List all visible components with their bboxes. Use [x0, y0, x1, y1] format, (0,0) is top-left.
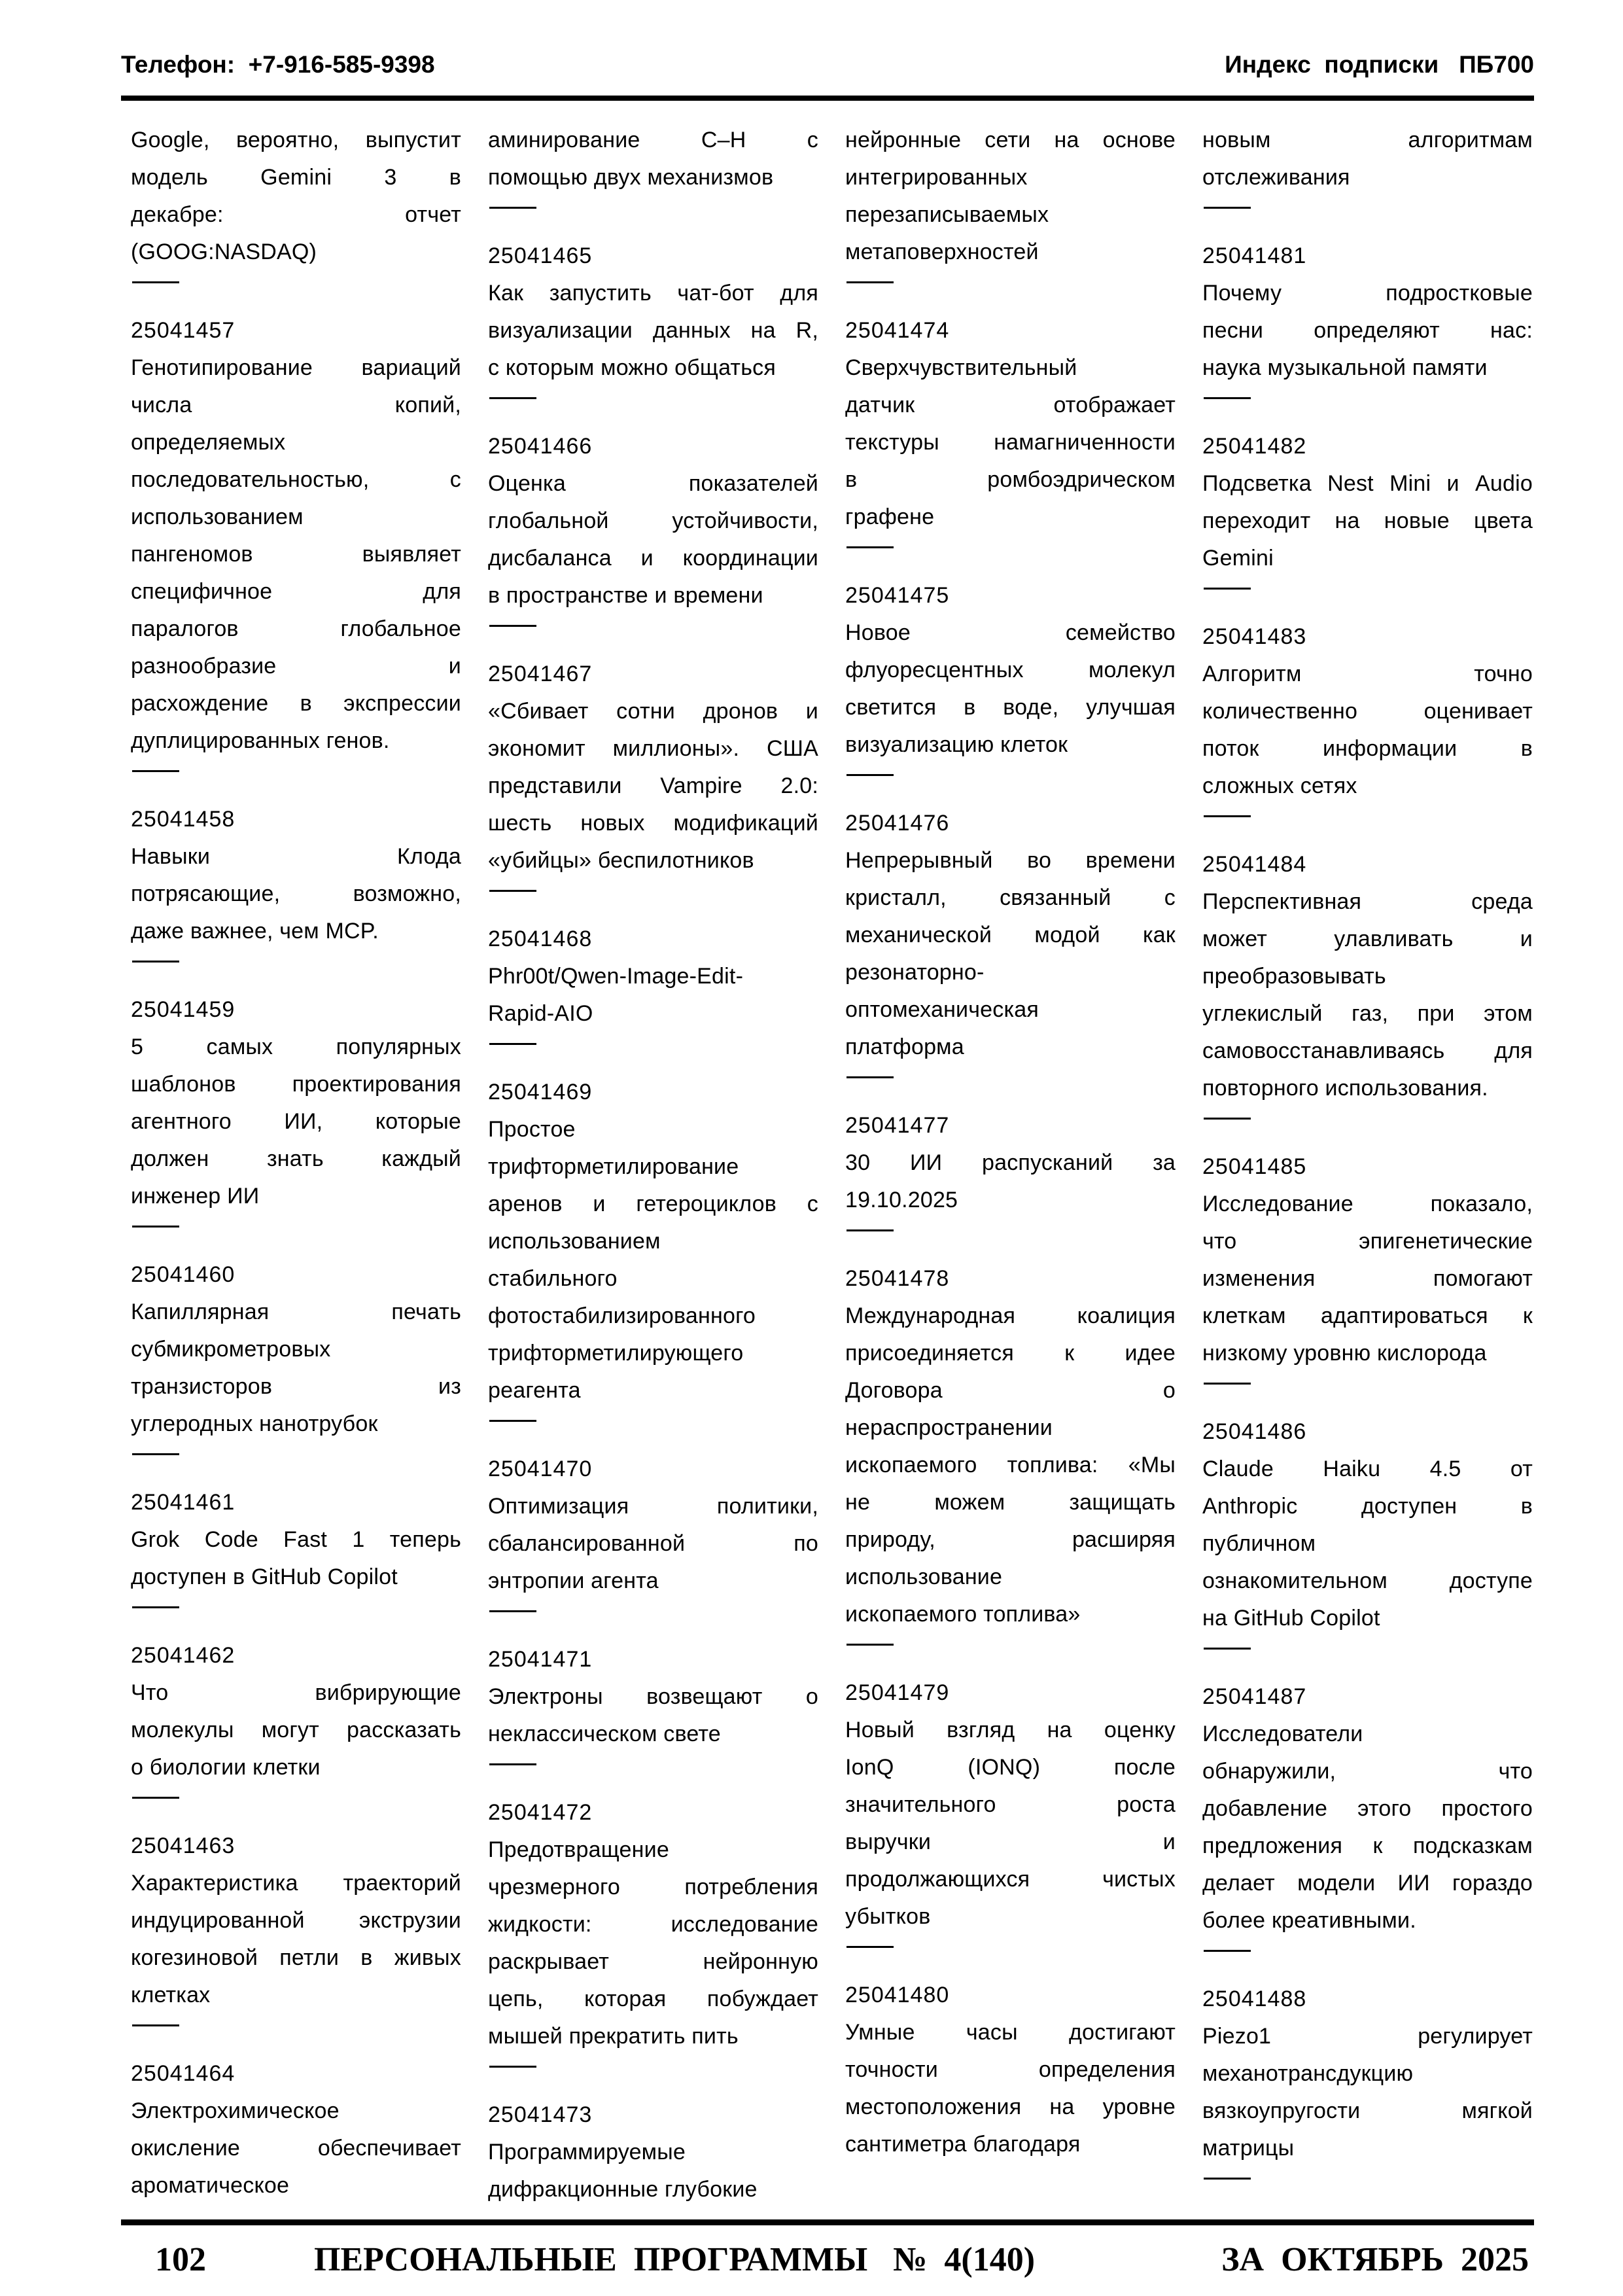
entry-text-line: транзисторов из	[131, 1374, 461, 1399]
entry-id: 25041488	[1202, 1987, 1307, 2011]
entry-text-line: метаповерхностей	[845, 239, 1039, 264]
entry-text-line: визуализацию клеток	[845, 732, 1068, 757]
header-rule	[121, 96, 1534, 101]
entry-separator-dash	[1204, 588, 1251, 590]
entry-id: 25041478	[845, 1266, 950, 1291]
entry-text-line: резонаторно-	[845, 960, 985, 985]
entry-id: 25041462	[131, 1643, 236, 1668]
entry-text-line: публичном	[1202, 1531, 1316, 1556]
entry-text-line: «убийцы» беспилотников	[488, 848, 754, 873]
entry-text-line: раскрывает нейронную	[488, 1949, 818, 1974]
entry-text-line: сбалансированной по	[488, 1531, 818, 1556]
footer-journal-title: ПЕРСОНАЛЬНЫЕ ПРОГРАММЫ № 4(140)	[314, 2241, 1036, 2278]
entry-id: 25041466	[488, 434, 593, 459]
entry-id: 25041479	[845, 1680, 950, 1705]
entry-separator-dash	[1204, 1648, 1251, 1650]
entry-id: 25041474	[845, 318, 950, 343]
entry-separator-dash	[1204, 1950, 1251, 1952]
entry-text-line: графене	[845, 504, 935, 529]
entry-id: 25041465	[488, 243, 593, 268]
entry-text-line: добавление этого простого	[1202, 1796, 1533, 1821]
footer-period: ЗА ОКТЯБРЬ 2025	[1221, 2241, 1529, 2278]
entry-text-line: Gemini	[1202, 546, 1274, 571]
entry-text-line: может улавливать и	[1202, 927, 1533, 951]
entry-text-line: перезаписываемых	[845, 202, 1049, 227]
entry-text-line: Сверхчувствительный	[845, 355, 1077, 380]
entry-text-line: платформа	[845, 1034, 964, 1059]
entry-separator-dash	[132, 281, 179, 283]
entry-id: 25041457	[131, 318, 236, 343]
entry-text-line: Оптимизация политики,	[488, 1494, 818, 1519]
entry-text-line: изменения помогают	[1202, 1266, 1533, 1291]
entry-text-line: флуоресцентных молекул	[845, 658, 1176, 682]
entry-separator-dash	[846, 774, 894, 776]
entry-separator-dash	[846, 1076, 894, 1078]
entry-text-line: паралогов глобальное	[131, 616, 461, 641]
entry-id: 25041477	[845, 1113, 950, 1138]
entry-text-line: энтропии агента	[488, 1568, 659, 1593]
entry-id: 25041467	[488, 662, 593, 686]
entry-text-line: Характеристика траекторий	[131, 1871, 461, 1896]
entry-text-line: неклассическом свете	[488, 1722, 721, 1746]
entry-id: 25041460	[131, 1262, 236, 1287]
entry-id: 25041458	[131, 807, 236, 832]
entry-text-line: Rapid-AIO	[488, 1001, 593, 1026]
entry-text-line: Капиллярная печать	[131, 1299, 461, 1324]
entry-separator-dash	[132, 1606, 179, 1608]
entry-text-line: определяемых	[131, 430, 286, 455]
header-subscription-index: Индекс подписки ПБ700	[1225, 51, 1534, 78]
entry-text-line: Исследователи	[1202, 1722, 1363, 1746]
entry-id: 25041463	[131, 1833, 236, 1858]
entry-text-line: Программируемые	[488, 2140, 686, 2164]
entry-separator-dash	[1204, 397, 1251, 399]
entry-text-line: повторного использования.	[1202, 1076, 1488, 1101]
footer-page-number: 102	[155, 2241, 206, 2278]
entry-text-line: стабильного	[488, 1266, 618, 1291]
entry-separator-dash	[489, 2066, 536, 2068]
entry-text-line: клеткам адаптироваться к	[1202, 1303, 1533, 1328]
entry-text-line: местоположения на уровне	[845, 2094, 1176, 2119]
entry-separator-dash	[846, 1644, 894, 1646]
entry-text-line: не можем защищать	[845, 1490, 1176, 1515]
entry-text-line: Что вибрирующие	[131, 1680, 461, 1705]
entry-separator-dash	[132, 770, 179, 772]
entry-text-line: оптомеханическая	[845, 997, 1039, 1022]
entry-text-line: (GOOG:NASDAQ)	[131, 239, 317, 264]
entry-text-line: продолжающихся чистых	[845, 1867, 1176, 1892]
entry-text-line: помощью двух механизмов	[488, 165, 774, 190]
entry-separator-dash	[846, 281, 894, 283]
entry-text-line: углекислый газ, при этом	[1202, 1001, 1533, 1026]
entry-text-line: субмикрометровых	[131, 1337, 331, 1362]
entry-text-line: индуцированной экструзии	[131, 1908, 461, 1933]
entry-id: 25041469	[488, 1080, 593, 1104]
column-1	[131, 122, 461, 2208]
entry-text-line: более креативными.	[1202, 1908, 1416, 1933]
entry-text-line: агентного ИИ, которые	[131, 1109, 461, 1134]
entry-text-line: Почему подростковые	[1202, 281, 1533, 306]
entry-text-line: использованием	[488, 1229, 661, 1254]
entry-text-line: Предотвращение	[488, 1837, 669, 1862]
entry-separator-dash	[846, 1946, 894, 1948]
entry-text-line: ископаемого топлива»	[845, 1602, 1081, 1627]
entry-id: 25041483	[1202, 624, 1307, 649]
entry-separator-dash	[132, 1797, 179, 1799]
entry-text-line: 30 ИИ распусканий за	[845, 1150, 1176, 1175]
entry-separator-dash	[489, 207, 536, 209]
entry-text-line: Исследование показало,	[1202, 1192, 1533, 1216]
entry-text-line: Phr00t/Qwen-Image-Edit-	[488, 964, 744, 989]
entry-text-line: новым алгоритмам	[1202, 128, 1533, 152]
entry-id: 25041482	[1202, 434, 1307, 459]
entry-text-line: шесть новых модификаций	[488, 811, 818, 836]
entry-id: 25041485	[1202, 1154, 1307, 1179]
entry-text-line: Электроны возвещают о	[488, 1684, 818, 1709]
entry-text-line: в ромбоэдрическом	[845, 467, 1176, 492]
entry-id: 25041461	[131, 1490, 236, 1515]
entry-separator-dash	[1204, 2178, 1251, 2180]
entry-text-line: Международная коалиция	[845, 1303, 1176, 1328]
entry-text-line: аренов и гетероциклов с	[488, 1192, 818, 1216]
entry-text-line: ароматическое	[131, 2173, 290, 2198]
entry-separator-dash	[132, 1453, 179, 1455]
entry-text-line: матрицы	[1202, 2136, 1295, 2161]
entry-separator-dash	[1204, 207, 1251, 209]
entry-text-line: реагента	[488, 1378, 581, 1403]
column-3	[845, 122, 1176, 2208]
entry-id: 25041475	[845, 583, 950, 608]
entry-text-line: Новый взгляд на оценку	[845, 1718, 1176, 1742]
entry-separator-dash	[1204, 815, 1251, 817]
entry-text-line: отслеживания	[1202, 165, 1350, 190]
entry-text-line: ископаемого топлива: «Мы	[845, 1453, 1176, 1477]
entry-text-line: преобразовывать	[1202, 964, 1386, 989]
entry-text-line: Генотипирование вариаций	[131, 355, 461, 380]
entry-text-line: присоединяется к идее	[845, 1341, 1176, 1366]
entry-text-line: Grok Code Fast 1 теперь	[131, 1527, 461, 1552]
entry-text-line: трифторметилирующего	[488, 1341, 744, 1366]
entry-separator-dash	[846, 546, 894, 548]
entry-text-line: самовосстанавливаясь для	[1202, 1038, 1533, 1063]
columns	[131, 122, 1535, 2208]
entry-text-line: Новое семейство	[845, 620, 1176, 645]
entry-text-line: чрезмерного потребления	[488, 1875, 818, 1899]
entry-separator-dash	[132, 2024, 179, 2026]
entry-id: 25041481	[1202, 243, 1307, 268]
entry-text-line: инженер ИИ	[131, 1184, 260, 1209]
entry-text-line: 19.10.2025	[845, 1188, 958, 1212]
column-2	[488, 122, 818, 2208]
entry-text-line: нейронные сети на основе	[845, 128, 1176, 152]
entry-separator-dash	[489, 1043, 536, 1045]
entry-text-line: кристалл, связанный с	[845, 885, 1176, 910]
entry-text-line: Навыки Клода	[131, 844, 461, 869]
entry-id: 25041470	[488, 1457, 593, 1481]
entry-text-line: должен знать каждый	[131, 1146, 461, 1171]
entry-text-line: низкому уровню кислорода	[1202, 1341, 1487, 1366]
entry-text-line: расхождение в экспрессии	[131, 691, 461, 716]
entry-text-line: делает модели ИИ гораздо	[1202, 1871, 1533, 1896]
entry-id: 25041487	[1202, 1684, 1307, 1709]
entry-text-line: глобальной устойчивости,	[488, 508, 818, 533]
entry-text-line: Алгоритм точно	[1202, 662, 1533, 686]
entry-id: 25041471	[488, 1647, 593, 1672]
entry-text-line: поток информации в	[1202, 736, 1533, 761]
entry-text-line: жидкости: исследование	[488, 1912, 818, 1937]
entry-text-line: датчик отображает	[845, 393, 1176, 417]
entry-text-line: значительного роста	[845, 1792, 1176, 1817]
entry-separator-dash	[1204, 1118, 1251, 1120]
entry-text-line: Как запустить чат-бот для	[488, 281, 818, 306]
entry-text-line: «Сбивает сотни дронов и	[488, 699, 818, 724]
entry-text-line: сантиметра благодаря	[845, 2132, 1081, 2157]
entry-separator-dash	[132, 1226, 179, 1227]
entry-text-line: вязкоупругости мягкой	[1202, 2098, 1533, 2123]
entry-text-line: молекулы могут рассказать	[131, 1718, 461, 1742]
entry-text-line: Договора о	[845, 1378, 1176, 1403]
entry-text-line: Google, вероятно, выпустит	[131, 128, 461, 152]
entry-text-line: дисбаланса и координации	[488, 546, 818, 571]
entry-text-line: потрясающие, возможно,	[131, 881, 461, 906]
entry-text-line: IonQ (IONQ) после	[845, 1755, 1176, 1780]
entry-separator-dash	[489, 890, 536, 892]
entry-text-line: точности определения	[845, 2057, 1176, 2082]
entry-separator-dash	[489, 625, 536, 627]
entry-id: 25041484	[1202, 852, 1307, 877]
entry-text-line: наука музыкальной памяти	[1202, 355, 1488, 380]
entry-text-line: пангеномов выявляет	[131, 542, 461, 567]
column-4	[1202, 122, 1533, 2208]
entry-text-line: модель Gemini 3 в	[131, 165, 461, 190]
entry-text-line: песни определяют нас:	[1202, 318, 1533, 343]
entry-id: 25041464	[131, 2061, 236, 2086]
entry-text-line: окисление обеспечивает	[131, 2136, 461, 2161]
entry-text-line: специфичное для	[131, 579, 461, 604]
entry-text-line: текстуры намагниченности	[845, 430, 1176, 455]
entry-text-line: трифторметилирование	[488, 1154, 739, 1179]
entry-text-line: механической модой как	[845, 923, 1176, 947]
entry-text-line: Claude Haiku 4.5 от	[1202, 1457, 1533, 1481]
entry-separator-dash	[846, 1229, 894, 1231]
entry-separator-dash	[489, 1610, 536, 1612]
entry-separator-dash	[489, 1420, 536, 1422]
entry-id: 25041459	[131, 997, 236, 1022]
entry-text-line: шаблонов проектирования	[131, 1072, 461, 1097]
entry-separator-dash	[489, 397, 536, 399]
entry-separator-dash	[1204, 1383, 1251, 1385]
entry-id: 25041473	[488, 2102, 593, 2127]
entry-text-line: природу, расширяя	[845, 1527, 1176, 1552]
entry-text-line: механотрансдукцию	[1202, 2061, 1414, 2086]
entry-text-line: клетках	[131, 1983, 211, 2007]
entry-text-line: Электрохимическое	[131, 2098, 340, 2123]
entry-text-line: представили Vampire 2.0:	[488, 773, 818, 798]
entry-text-line: о биологии клетки	[131, 1755, 321, 1780]
entry-id: 25041472	[488, 1800, 593, 1825]
entry-text-line: Оценка показателей	[488, 471, 818, 496]
entry-text-line: использованием	[131, 504, 304, 529]
entry-text-line: количественно оценивает	[1202, 699, 1533, 724]
entry-text-line: фотостабилизированного	[488, 1303, 756, 1328]
entry-text-line: нераспространении	[845, 1415, 1053, 1440]
header-phone: Телефон: +7-916-585-9398	[121, 51, 435, 78]
entry-text-line: Piezo1 регулирует	[1202, 2024, 1533, 2049]
entry-text-line: ознакомительном доступе	[1202, 1568, 1533, 1593]
entry-text-line: что эпигенетические	[1202, 1229, 1533, 1254]
entry-text-line: Умные часы достигают	[845, 2020, 1176, 2045]
entry-text-line: экономит миллионы». США	[488, 736, 818, 761]
entry-text-line: на GitHub Copilot	[1202, 1606, 1380, 1631]
entry-text-line: выручки и	[845, 1829, 1176, 1854]
entry-text-line: переходит на новые цвета	[1202, 508, 1533, 533]
entry-text-line: интегрированных	[845, 165, 1028, 190]
entry-separator-dash	[489, 1763, 536, 1765]
entry-text-line: дифракционные глубокие	[488, 2177, 758, 2202]
entry-id: 25041486	[1202, 1419, 1307, 1444]
page-footer	[121, 2240, 1534, 2279]
entry-text-line: когезиновой петли в живых	[131, 1945, 461, 1970]
entry-text-line: разнообразие и	[131, 654, 461, 679]
entry-text-line: в пространстве и времени	[488, 583, 763, 608]
footer-rule	[121, 2219, 1534, 2225]
entry-text-line: декабре: отчет	[131, 202, 461, 227]
entry-id: 25041476	[845, 811, 950, 836]
entry-text-line: с которым можно общаться	[488, 355, 776, 380]
entry-text-line: доступен в GitHub Copilot	[131, 1564, 398, 1589]
entry-text-line: мышей прекратить пить	[488, 2024, 739, 2049]
entry-text-line: дуплицированных генов.	[131, 728, 390, 753]
entry-text-line: визуализации данных на R,	[488, 318, 818, 343]
entry-text-line: Перспективная среда	[1202, 889, 1533, 914]
entry-text-line: убытков	[845, 1904, 931, 1929]
entry-text-line: числа копий,	[131, 393, 461, 417]
entry-text-line: светится в воде, улучшая	[845, 695, 1176, 720]
entry-text-line: Непрерывный во времени	[845, 848, 1176, 873]
entry-text-line: 5 самых популярных	[131, 1034, 461, 1059]
entry-id: 25041468	[488, 927, 593, 951]
entry-text-line: обнаружили, что	[1202, 1759, 1533, 1784]
entry-text-line: сложных сетях	[1202, 773, 1357, 798]
entry-text-line: Подсветка Nest Mini и Audio	[1202, 471, 1533, 496]
entry-separator-dash	[132, 961, 179, 963]
entry-id: 25041480	[845, 1983, 950, 2007]
entry-text-line: использование	[845, 1564, 1003, 1589]
entry-text-line: цепь, которая побуждает	[488, 1987, 818, 2011]
entry-text-line: предложения к подсказкам	[1202, 1833, 1533, 1858]
entry-text-line: Anthropic доступен в	[1202, 1494, 1533, 1519]
entry-text-line: даже важнее, чем MCP.	[131, 919, 379, 944]
entry-text-line: углеродных нанотрубок	[131, 1411, 378, 1436]
entry-text-line: аминирование C–H с	[488, 128, 818, 152]
page-header	[121, 51, 1534, 79]
entry-text-line: последовательностью, с	[131, 467, 461, 492]
entry-text-line: Простое	[488, 1117, 576, 1142]
